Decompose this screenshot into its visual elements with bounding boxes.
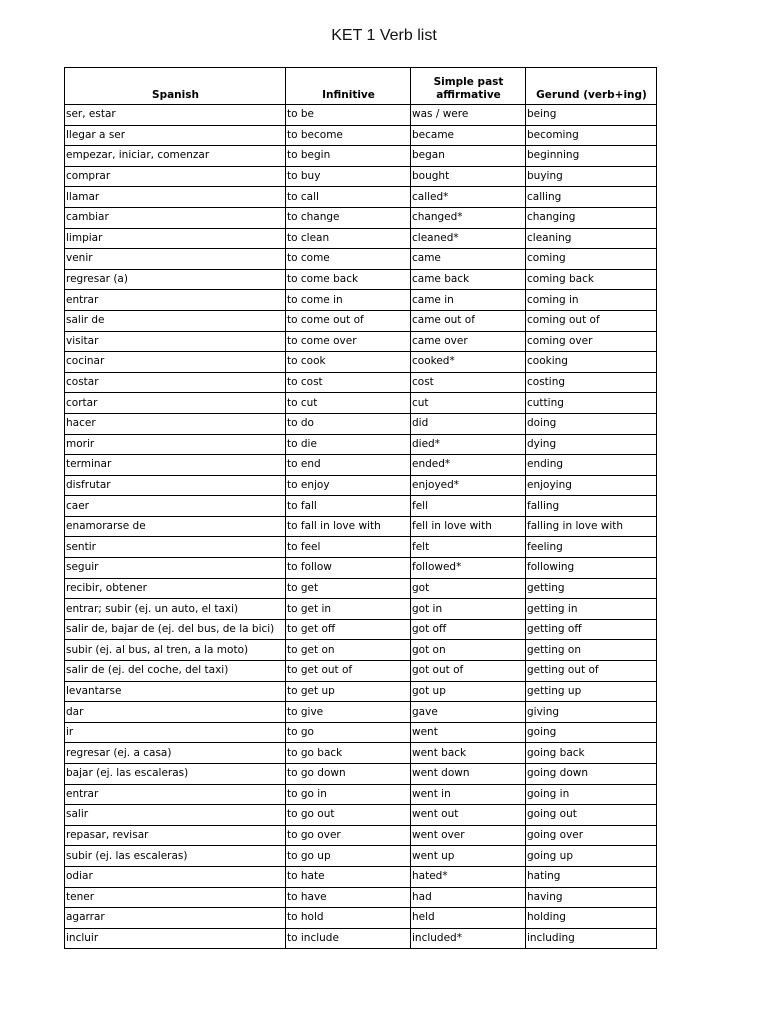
cell-simple-past: cleaned*: [411, 228, 526, 249]
cell-gerund: getting: [526, 578, 657, 599]
cell-spanish: sentir: [65, 537, 286, 558]
cell-gerund: feeling: [526, 537, 657, 558]
cell-spanish: terminar: [65, 455, 286, 476]
cell-infinitive: to go in: [286, 784, 411, 805]
cell-spanish: hacer: [65, 413, 286, 434]
cell-gerund: going out: [526, 805, 657, 826]
cell-gerund: coming back: [526, 269, 657, 290]
cell-gerund: buying: [526, 166, 657, 187]
cell-gerund: following: [526, 558, 657, 579]
cell-gerund: falling in love with: [526, 516, 657, 537]
cell-spanish: dar: [65, 702, 286, 723]
cell-gerund: coming over: [526, 331, 657, 352]
table-row: [65, 640, 657, 661]
table-row: [65, 619, 657, 640]
page-title: KET 1 Verb list: [331, 27, 437, 44]
table-row: [65, 393, 657, 414]
cell-spanish: salir de: [65, 310, 286, 331]
cell-gerund: costing: [526, 372, 657, 393]
cell-gerund: hating: [526, 866, 657, 887]
cell-spanish: regresar (ej. a casa): [65, 743, 286, 764]
cell-infinitive: to go over: [286, 825, 411, 846]
cell-spanish: tener: [65, 887, 286, 908]
cell-simple-past: included*: [411, 928, 526, 949]
cell-simple-past: came over: [411, 331, 526, 352]
cell-spanish: visitar: [65, 331, 286, 352]
cell-infinitive: to cook: [286, 352, 411, 373]
cell-simple-past: went out: [411, 805, 526, 826]
cell-gerund: going down: [526, 764, 657, 785]
cell-simple-past: fell in love with: [411, 516, 526, 537]
cell-simple-past: got: [411, 578, 526, 599]
cell-gerund: going back: [526, 743, 657, 764]
cell-spanish: levantarse: [65, 681, 286, 702]
column-header-simple-past: Simple past affirmative: [411, 68, 526, 105]
cell-simple-past: held: [411, 908, 526, 929]
table-row: [65, 558, 657, 579]
table-row: [65, 269, 657, 290]
cell-infinitive: to begin: [286, 146, 411, 167]
cell-spanish: cambiar: [65, 207, 286, 228]
cell-gerund: cleaning: [526, 228, 657, 249]
cell-spanish: seguir: [65, 558, 286, 579]
cell-simple-past: changed*: [411, 207, 526, 228]
column-header-infinitive: Infinitive: [286, 68, 411, 105]
cell-infinitive: to go up: [286, 846, 411, 867]
cell-simple-past: became: [411, 125, 526, 146]
cell-gerund: including: [526, 928, 657, 949]
cell-spanish: subir (ej. al bus, al tren, a la moto): [65, 640, 286, 661]
cell-gerund: cooking: [526, 352, 657, 373]
cell-spanish: bajar (ej. las escaleras): [65, 764, 286, 785]
cell-gerund: calling: [526, 187, 657, 208]
cell-spanish: entrar; subir (ej. un auto, el taxi): [65, 599, 286, 620]
table-row: [65, 455, 657, 476]
cell-simple-past: went down: [411, 764, 526, 785]
table-row: [65, 805, 657, 826]
cell-gerund: dying: [526, 434, 657, 455]
cell-gerund: going in: [526, 784, 657, 805]
cell-simple-past: got out of: [411, 661, 526, 682]
cell-infinitive: to fall in love with: [286, 516, 411, 537]
cell-infinitive: to come out of: [286, 310, 411, 331]
cell-infinitive: to come over: [286, 331, 411, 352]
cell-spanish: incluir: [65, 928, 286, 949]
cell-spanish: morir: [65, 434, 286, 455]
cell-gerund: going: [526, 722, 657, 743]
cell-simple-past: went over: [411, 825, 526, 846]
cell-gerund: getting out of: [526, 661, 657, 682]
table-row: [65, 743, 657, 764]
cell-gerund: enjoying: [526, 475, 657, 496]
cell-simple-past: was / were: [411, 105, 526, 126]
table-row: [65, 908, 657, 929]
cell-simple-past: enjoyed*: [411, 475, 526, 496]
cell-simple-past: cut: [411, 393, 526, 414]
cell-infinitive: to feel: [286, 537, 411, 558]
cell-spanish: enamorarse de: [65, 516, 286, 537]
cell-infinitive: to have: [286, 887, 411, 908]
cell-gerund: having: [526, 887, 657, 908]
cell-infinitive: to call: [286, 187, 411, 208]
cell-gerund: giving: [526, 702, 657, 723]
cell-gerund: becoming: [526, 125, 657, 146]
cell-gerund: coming: [526, 249, 657, 270]
cell-infinitive: to get in: [286, 599, 411, 620]
cell-infinitive: to come: [286, 249, 411, 270]
cell-simple-past: went in: [411, 784, 526, 805]
table-row: [65, 784, 657, 805]
cell-spanish: odiar: [65, 866, 286, 887]
cell-simple-past: had: [411, 887, 526, 908]
cell-spanish: llegar a ser: [65, 125, 286, 146]
cell-infinitive: to get up: [286, 681, 411, 702]
cell-spanish: ser, estar: [65, 105, 286, 126]
cell-infinitive: to clean: [286, 228, 411, 249]
cell-infinitive: to go out: [286, 805, 411, 826]
cell-simple-past: felt: [411, 537, 526, 558]
table-row: [65, 722, 657, 743]
table-row: [65, 352, 657, 373]
cell-spanish: salir: [65, 805, 286, 826]
cell-gerund: coming in: [526, 290, 657, 311]
table-row: [65, 887, 657, 908]
cell-gerund: getting on: [526, 640, 657, 661]
cell-infinitive: to end: [286, 455, 411, 476]
cell-infinitive: to get on: [286, 640, 411, 661]
table-row: [65, 310, 657, 331]
cell-spanish: agarrar: [65, 908, 286, 929]
cell-infinitive: to come in: [286, 290, 411, 311]
table-row: [65, 290, 657, 311]
cell-infinitive: to follow: [286, 558, 411, 579]
cell-infinitive: to die: [286, 434, 411, 455]
cell-simple-past: called*: [411, 187, 526, 208]
cell-simple-past: cost: [411, 372, 526, 393]
cell-simple-past: went: [411, 722, 526, 743]
table-row: [65, 825, 657, 846]
cell-simple-past: came out of: [411, 310, 526, 331]
table-row: [65, 372, 657, 393]
table-header-row: [65, 68, 657, 105]
cell-spanish: salir de (ej. del coche, del taxi): [65, 661, 286, 682]
cell-infinitive: to become: [286, 125, 411, 146]
table-row: [65, 166, 657, 187]
cell-simple-past: came in: [411, 290, 526, 311]
cell-infinitive: to hold: [286, 908, 411, 929]
table-row: [65, 681, 657, 702]
cell-spanish: regresar (a): [65, 269, 286, 290]
table-row: [65, 599, 657, 620]
verb-table: [64, 67, 657, 949]
cell-infinitive: to buy: [286, 166, 411, 187]
table-row: [65, 578, 657, 599]
table-row: [65, 207, 657, 228]
table-row: [65, 516, 657, 537]
table-row: [65, 146, 657, 167]
cell-gerund: being: [526, 105, 657, 126]
table-row: [65, 413, 657, 434]
cell-simple-past: got off: [411, 619, 526, 640]
cell-gerund: coming out of: [526, 310, 657, 331]
cell-infinitive: to fall: [286, 496, 411, 517]
cell-spanish: salir de, bajar de (ej. del bus, de la bici): [65, 619, 286, 640]
cell-infinitive: to go: [286, 722, 411, 743]
table-row: [65, 331, 657, 352]
cell-infinitive: to enjoy: [286, 475, 411, 496]
cell-gerund: cutting: [526, 393, 657, 414]
cell-spanish: comprar: [65, 166, 286, 187]
cell-spanish: llamar: [65, 187, 286, 208]
table-row: [65, 434, 657, 455]
cell-infinitive: to cut: [286, 393, 411, 414]
cell-spanish: recibir, obtener: [65, 578, 286, 599]
cell-spanish: venir: [65, 249, 286, 270]
cell-gerund: holding: [526, 908, 657, 929]
cell-spanish: cocinar: [65, 352, 286, 373]
cell-spanish: entrar: [65, 784, 286, 805]
table-body: [65, 105, 657, 949]
table-row: [65, 475, 657, 496]
cell-simple-past: came: [411, 249, 526, 270]
cell-simple-past: got in: [411, 599, 526, 620]
cell-simple-past: went back: [411, 743, 526, 764]
cell-infinitive: to change: [286, 207, 411, 228]
cell-simple-past: ended*: [411, 455, 526, 476]
cell-simple-past: got up: [411, 681, 526, 702]
cell-spanish: caer: [65, 496, 286, 517]
cell-gerund: beginning: [526, 146, 657, 167]
cell-spanish: repasar, revisar: [65, 825, 286, 846]
table-row: [65, 105, 657, 126]
table-row: [65, 125, 657, 146]
cell-gerund: getting up: [526, 681, 657, 702]
cell-infinitive: to come back: [286, 269, 411, 290]
cell-spanish: disfrutar: [65, 475, 286, 496]
cell-infinitive: to cost: [286, 372, 411, 393]
cell-spanish: subir (ej. las escaleras): [65, 846, 286, 867]
cell-spanish: entrar: [65, 290, 286, 311]
table-row: [65, 764, 657, 785]
cell-gerund: getting off: [526, 619, 657, 640]
cell-gerund: doing: [526, 413, 657, 434]
cell-simple-past: began: [411, 146, 526, 167]
cell-simple-past: cooked*: [411, 352, 526, 373]
cell-gerund: ending: [526, 455, 657, 476]
cell-infinitive: to go down: [286, 764, 411, 785]
table-row: [65, 846, 657, 867]
column-header-spanish: Spanish: [65, 68, 286, 105]
cell-simple-past: hated*: [411, 866, 526, 887]
cell-infinitive: to get off: [286, 619, 411, 640]
cell-gerund: changing: [526, 207, 657, 228]
cell-spanish: empezar, iniciar, comenzar: [65, 146, 286, 167]
cell-simple-past: got on: [411, 640, 526, 661]
cell-infinitive: to get out of: [286, 661, 411, 682]
table-row: [65, 702, 657, 723]
cell-infinitive: to give: [286, 702, 411, 723]
cell-gerund: going over: [526, 825, 657, 846]
table-row: [65, 187, 657, 208]
cell-simple-past: went up: [411, 846, 526, 867]
table-row: [65, 496, 657, 517]
table-row: [65, 537, 657, 558]
cell-spanish: costar: [65, 372, 286, 393]
cell-simple-past: fell: [411, 496, 526, 517]
table-row: [65, 249, 657, 270]
cell-simple-past: gave: [411, 702, 526, 723]
cell-infinitive: to be: [286, 105, 411, 126]
cell-simple-past: bought: [411, 166, 526, 187]
cell-infinitive: to do: [286, 413, 411, 434]
table-row: [65, 228, 657, 249]
table-row: [65, 928, 657, 949]
table-row: [65, 661, 657, 682]
table-row: [65, 866, 657, 887]
cell-infinitive: to get: [286, 578, 411, 599]
cell-simple-past: did: [411, 413, 526, 434]
cell-spanish: cortar: [65, 393, 286, 414]
cell-simple-past: came back: [411, 269, 526, 290]
cell-gerund: going up: [526, 846, 657, 867]
cell-gerund: getting in: [526, 599, 657, 620]
cell-spanish: limpiar: [65, 228, 286, 249]
cell-simple-past: died*: [411, 434, 526, 455]
column-header-gerund: Gerund (verb+ing): [526, 68, 657, 105]
cell-infinitive: to include: [286, 928, 411, 949]
cell-simple-past: followed*: [411, 558, 526, 579]
cell-gerund: falling: [526, 496, 657, 517]
cell-infinitive: to hate: [286, 866, 411, 887]
cell-spanish: ir: [65, 722, 286, 743]
cell-infinitive: to go back: [286, 743, 411, 764]
